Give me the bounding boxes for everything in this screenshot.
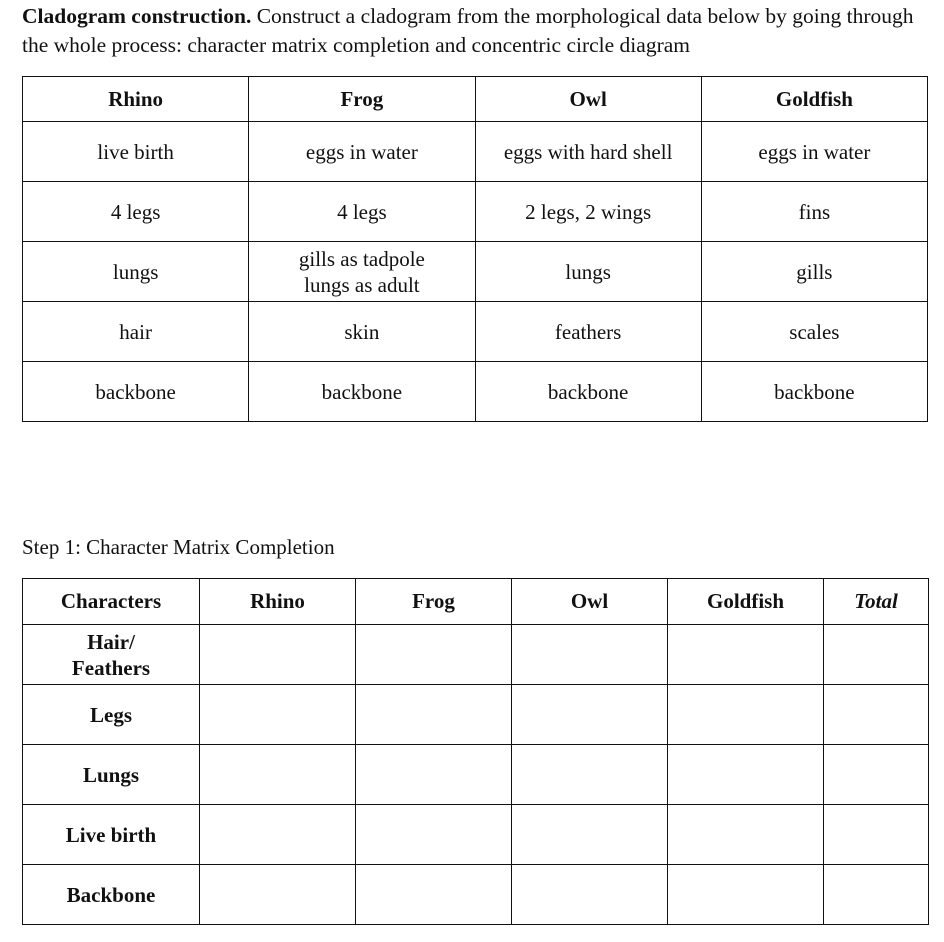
matrix-cell[interactable] [200, 805, 356, 865]
table-row [23, 302, 928, 362]
cell: feathers [475, 302, 701, 362]
matrix-cell[interactable] [668, 685, 824, 745]
header-frog: Frog [356, 579, 512, 625]
matrix-cell[interactable] [356, 805, 512, 865]
character-label: Legs [23, 685, 200, 745]
header-total: Total [824, 579, 929, 625]
cell: scales [701, 302, 927, 362]
matrix-row [23, 865, 929, 925]
cell: 2 legs, 2 wings [475, 182, 701, 242]
total-cell[interactable] [824, 865, 929, 925]
header-rhino: Rhino [200, 579, 356, 625]
matrix-cell[interactable] [356, 685, 512, 745]
cell: backbone [475, 362, 701, 422]
matrix-cell[interactable] [356, 865, 512, 925]
cell: eggs in water [701, 122, 927, 182]
matrix-row [23, 805, 929, 865]
character-label: Live birth [23, 805, 200, 865]
cell: backbone [701, 362, 927, 422]
total-cell[interactable] [824, 745, 929, 805]
matrix-cell[interactable] [200, 685, 356, 745]
header-goldfish: Goldfish [668, 579, 824, 625]
matrix-cell[interactable] [668, 625, 824, 685]
morphology-header-row [23, 77, 928, 122]
character-label [23, 625, 200, 685]
cell: hair [23, 302, 249, 362]
cell: 4 legs [249, 182, 475, 242]
matrix-cell[interactable] [356, 625, 512, 685]
cell-line: gills as tadpole [298, 246, 425, 271]
cell: skin [249, 302, 475, 362]
table-row [23, 122, 928, 182]
cell: lungs [23, 242, 249, 302]
intro-text: Construct a cladogram from the morphological data below by going through the whole process: character matrix completion and concentric circle diagram [22, 4, 914, 57]
cell: gills [701, 242, 927, 302]
matrix-cell[interactable] [512, 745, 668, 805]
cell: backbone [249, 362, 475, 422]
matrix-cell[interactable] [668, 745, 824, 805]
header-owl: Owl [512, 579, 668, 625]
matrix-row [23, 625, 929, 685]
matrix-cell[interactable] [200, 745, 356, 805]
total-cell[interactable] [824, 625, 929, 685]
matrix-cell[interactable] [356, 745, 512, 805]
cell: eggs in water [249, 122, 475, 182]
cell: live birth [23, 122, 249, 182]
character-label-line: Feathers [71, 655, 151, 680]
header-characters: Characters [23, 579, 200, 625]
cell: 4 legs [23, 182, 249, 242]
step1-title: Step 1: Character Matrix Completion [22, 535, 335, 559]
cell [249, 242, 475, 302]
cell: fins [701, 182, 927, 242]
cell: lungs [475, 242, 701, 302]
table-row [23, 362, 928, 422]
header-goldfish: Goldfish [701, 77, 927, 122]
header-frog: Frog [249, 77, 475, 122]
matrix-cell[interactable] [668, 865, 824, 925]
total-cell[interactable] [824, 805, 929, 865]
header-owl: Owl [475, 77, 701, 122]
cell-line: lungs as adult [304, 272, 420, 297]
character-label-line: Hair/ [87, 629, 135, 654]
matrix-cell[interactable] [200, 625, 356, 685]
matrix-cell[interactable] [668, 805, 824, 865]
matrix-cell[interactable] [512, 865, 668, 925]
matrix-row [23, 745, 929, 805]
header-rhino: Rhino [23, 77, 249, 122]
morphology-table [22, 76, 928, 422]
total-cell[interactable] [824, 685, 929, 745]
character-label: Backbone [23, 865, 200, 925]
character-matrix-table [22, 578, 929, 925]
intro-heading: Cladogram construction. [22, 4, 252, 28]
character-label: Lungs [23, 745, 200, 805]
matrix-row [23, 685, 929, 745]
matrix-cell[interactable] [512, 625, 668, 685]
table-row [23, 242, 928, 302]
matrix-header-row [23, 579, 929, 625]
matrix-cell[interactable] [512, 685, 668, 745]
cell: backbone [23, 362, 249, 422]
cell: eggs with hard shell [475, 122, 701, 182]
matrix-cell[interactable] [200, 865, 356, 925]
matrix-cell[interactable] [512, 805, 668, 865]
intro-paragraph [22, 2, 922, 60]
table-row [23, 182, 928, 242]
